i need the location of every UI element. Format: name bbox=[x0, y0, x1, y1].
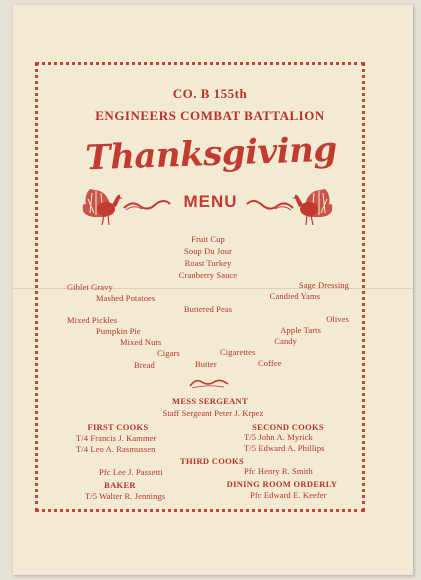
menu-item-roast-turkey: Roast Turkey bbox=[184, 258, 232, 268]
left-ribbon-flourish bbox=[122, 196, 172, 216]
second-cook-name: T/5 Edward A. Phillips bbox=[244, 443, 325, 453]
menu-item-cigars: Cigars bbox=[157, 348, 180, 358]
third-cook-name: Pfc Henry R. Smith bbox=[244, 466, 313, 476]
mess-sergeant-heading: MESS SERGEANT bbox=[172, 396, 248, 406]
menu-item-pumpkin-pie: Pumpkin Pie bbox=[96, 326, 141, 336]
baker-heading: BAKER bbox=[104, 480, 136, 490]
menu-item-cigarettes: Cigarettes bbox=[220, 347, 256, 357]
thanksgiving-title: Thanksgiving bbox=[84, 129, 337, 179]
menu-heading: MENU bbox=[183, 192, 238, 211]
dining-orderly-name: Pfc Edward E. Keefer bbox=[250, 490, 327, 500]
first-cook-name: T/4 Francis J. Kammer bbox=[76, 433, 157, 443]
mess-sergeant-name: Staff Sergeant Peter J. Krpez bbox=[162, 408, 264, 418]
company-heading: CO. B 155th bbox=[172, 86, 248, 101]
menu-item-sage-dressing: Sage Dressing bbox=[298, 280, 349, 290]
third-cook-name: Pfc Lee J. Passetti bbox=[99, 467, 163, 477]
dining-orderly-heading: DINING ROOM ORDERLY bbox=[226, 479, 338, 489]
menu-item-soup: Soup Du Jour bbox=[184, 246, 232, 256]
menu-item-olives: Olives bbox=[326, 314, 349, 324]
menu-item-mixed-pickles: Mixed Pickles bbox=[67, 315, 118, 325]
right-ribbon-flourish bbox=[245, 196, 295, 216]
menu-item-buttered-peas: Buttered Peas bbox=[183, 304, 233, 314]
first-cooks-heading: FIRST COOKS bbox=[87, 422, 149, 432]
menu-item-cranberry: Cranberry Sauce bbox=[178, 270, 238, 280]
menu-item-fruit-cup: Fruit Cup bbox=[191, 234, 225, 244]
baker-name: T/5 Walter R. Jennings bbox=[85, 491, 166, 501]
menu-item-coffee: Coffee bbox=[258, 358, 282, 368]
second-cooks-heading: SECOND COOKS bbox=[252, 422, 324, 432]
menu-item-bread: Bread bbox=[134, 360, 155, 370]
menu-item-butter: Butter bbox=[195, 359, 217, 369]
menu-item-candy: Candy bbox=[274, 336, 297, 346]
flourish-divider bbox=[188, 376, 230, 390]
left-turkey-icon bbox=[80, 185, 125, 227]
menu-item-mashed-potatoes: Mashed Potatoes bbox=[96, 293, 156, 303]
right-turkey-icon bbox=[290, 185, 335, 227]
menu-item-apple-tarts: Apple Tarts bbox=[280, 325, 321, 335]
third-cooks-heading: THIRD COOKS bbox=[180, 456, 244, 466]
menu-item-mixed-nuts: Mixed Nuts bbox=[120, 337, 162, 347]
menu-item-candied-yams: Candied Yams bbox=[269, 291, 320, 301]
second-cook-name: T/5 John A. Myrick bbox=[244, 432, 313, 442]
battalion-heading: ENGINEERS COMBAT BATTALION bbox=[95, 108, 325, 123]
menu-item-giblet-gravy: Giblet Gravy bbox=[67, 282, 113, 292]
first-cook-name: T/4 Leo A. Rasmussen bbox=[76, 444, 156, 454]
